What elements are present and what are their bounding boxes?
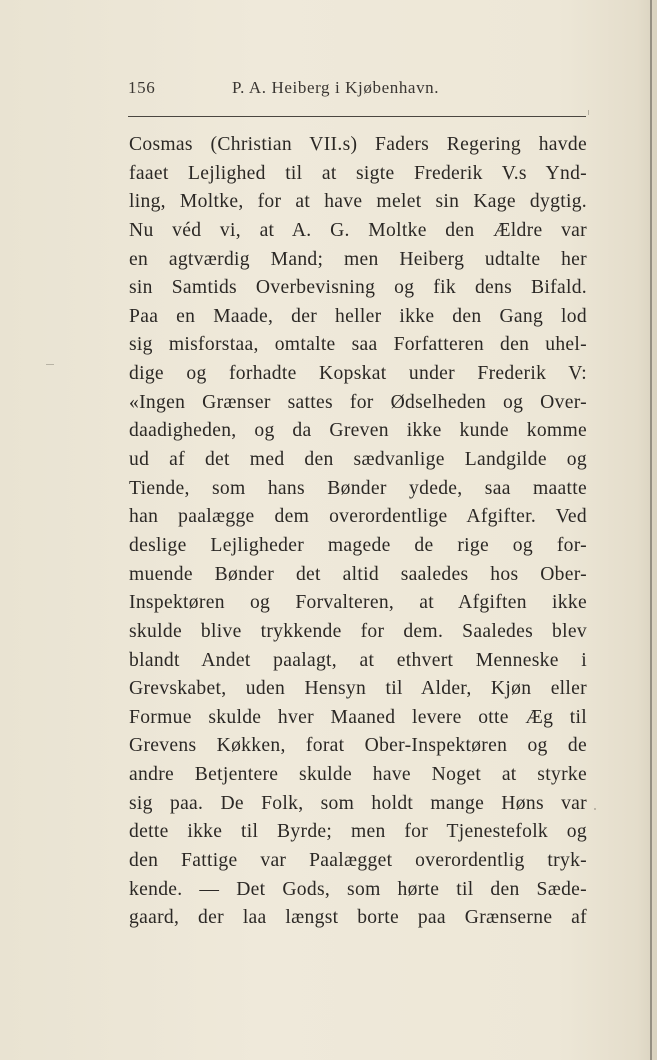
text-line: sin Samtids Overbevisning og fik dens Bifald.	[129, 277, 587, 299]
text-line: ling, Moltke, for at have melet sin Kage dygtig.	[129, 191, 587, 213]
print-speck	[588, 110, 589, 115]
text-line: kende. — Det Gods, som hørte til den Sæde-	[129, 878, 587, 900]
page-header	[128, 78, 586, 106]
text-line: Paa en Maade, der heller ikke den Gang lod	[129, 305, 587, 327]
text-line: Grevens Køkken, forat Ober-Inspektøren og de	[129, 735, 587, 757]
text-line: faaet Lejlighed til at sigte Frederik V.s Ynd-	[129, 162, 587, 184]
print-speck	[46, 364, 54, 365]
text-line: daadigheden, og da Greven ikke kunde komme	[129, 420, 587, 442]
text-line: gaard, der laa længst borte paa Grænserne af	[129, 907, 587, 929]
text-line: muende Bønder det altid saaledes hos Ober-	[129, 563, 587, 585]
text-line: «Ingen Grænser sattes for Ødselheden og Over-	[129, 391, 587, 413]
running-head: P. A. Heiberg i Kjøbenhavn.	[232, 78, 440, 97]
text-line: Grevskabet, uden Hensyn til Alder, Kjøn eller	[129, 678, 587, 700]
text-line: Cosmas (Christian VII.s) Faders Regering havde	[129, 134, 587, 155]
text-line: Nu véd vi, at A. G. Moltke den Ældre var	[129, 219, 587, 241]
header-rule	[128, 116, 586, 117]
text-line: skulde blive trykkende for dem. Saaledes blev	[129, 620, 587, 642]
text-line: sig misforstaa, omtalte saa Forfatteren den uhel-	[129, 334, 587, 356]
print-speck	[594, 808, 596, 810]
text-line: dette ikke til Byrde; men for Tjenestefolk og	[129, 821, 587, 843]
text-line: ud af det med den sædvanlige Landgilde og	[129, 449, 587, 471]
text-line: den Fattige var Paalægget overordentlig tryk-	[129, 850, 587, 872]
text-line: han paalægge dem overordentlige Afgifter. Ved	[129, 506, 587, 528]
text-line: dige og forhadte Kopskat under Frederik V:	[129, 363, 587, 385]
text-line: Inspektøren og Forvalteren, at Afgiften ikke	[129, 592, 587, 614]
text-line: sig paa. De Folk, som holdt mange Høns var	[129, 792, 587, 814]
text-line: Tiende, som hans Bønder ydede, saa maatte	[129, 477, 587, 499]
text-line: deslige Lejligheder magede de rige og for-	[129, 534, 587, 556]
page-edge	[650, 0, 652, 1060]
text-line: en agtværdig Mand; men Heiberg udtalte her	[129, 248, 587, 270]
page-number: 156	[128, 78, 156, 97]
text-line: Formue skulde hver Maaned levere otte Æg til	[129, 706, 587, 728]
text-line: blandt Andet paalagt, at ethvert Menneske i	[129, 649, 587, 671]
text-line: andre Betjentere skulde have Noget at styrke	[129, 764, 587, 786]
body-text	[129, 131, 587, 933]
